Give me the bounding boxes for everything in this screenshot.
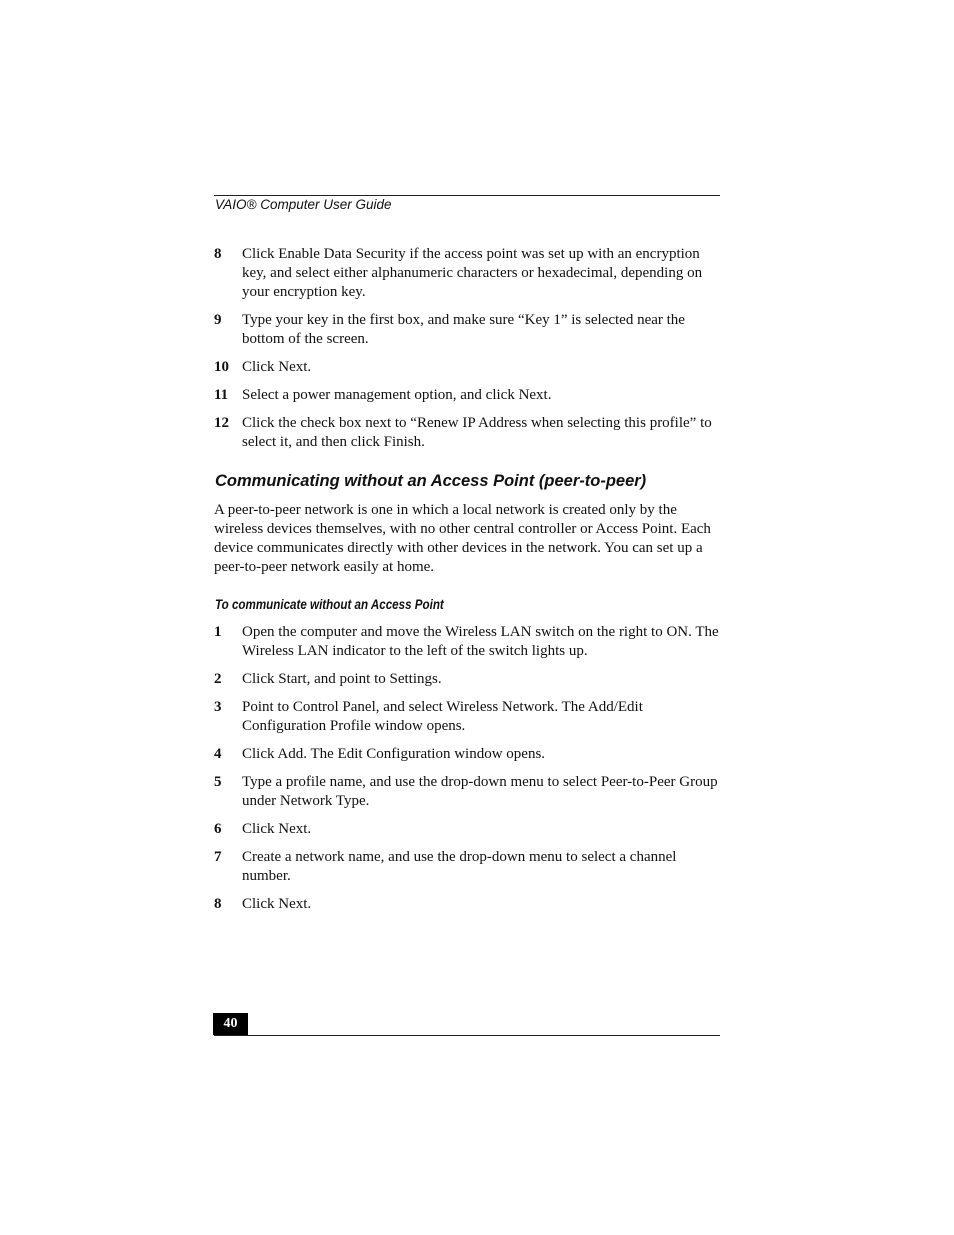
step-text: Select a power management option, and click Next. [242,387,552,403]
step-number: 1 [214,624,222,640]
step-number: 5 [214,774,222,790]
list-item [214,414,720,452]
step-text: Click Next. [242,359,312,375]
step-number: 3 [214,699,222,715]
step-number: 7 [214,849,222,865]
step-text: Type a profile name, and use the drop-down menu to select Peer-to-Peer Group under Network Type. [242,774,718,809]
step-number: 4 [214,746,222,762]
step-text: Point to Control Panel, and select Wireless Network. The Add/Edit Configuration Profile window opens. [242,699,643,734]
list-item [214,623,720,661]
document-page [214,0,720,1235]
step-number: 11 [214,387,229,403]
list-item [214,698,720,736]
step-text: Click the check box next to “Renew IP Address when selecting this profile” to select it, and then click Finish. [242,415,712,450]
step-text: Click Next. [242,821,312,837]
running-head: VAIO® Computer User Guide [215,197,392,212]
step-number: 6 [214,821,222,837]
header-rule [214,195,720,196]
step-number: 8 [214,246,222,262]
list-item [214,820,720,839]
step-text: Create a network name, and use the drop-down menu to select a channel number. [242,849,677,884]
step-text: Click Next. [242,896,312,912]
page-content [214,245,720,923]
steps-list-bottom [214,623,720,914]
step-number: 12 [214,415,229,431]
step-number: 9 [214,312,222,328]
list-item [214,245,720,302]
section-heading: Communicating without an Access Point (peer-to-peer) [215,472,647,490]
step-number: 8 [214,896,222,912]
step-text: Open the computer and move the Wireless LAN switch on the right to ON. The Wireless LAN indicator to the left of the switch lights up. [242,624,719,659]
list-item [214,848,720,886]
step-text: Click Start, and point to Settings. [242,671,442,687]
step-number: 10 [214,359,229,375]
list-item [214,386,720,405]
step-text: Type your key in the first box, and make sure “Key 1” is selected near the bottom of the screen. [242,312,685,347]
page-number: 40 [213,1013,248,1035]
list-item [214,895,720,914]
section-paragraph: A peer-to-peer network is one in which a local network is created only by the wireless devices themselves, with no other central controller or Access Point. Each device communicates directly with other devices in the network. You can set up a peer-to-peer network easily at home. [214,502,711,575]
list-item [214,670,720,689]
step-text: Click Add. The Edit Configuration window opens. [242,746,546,762]
step-text: Click Enable Data Security if the access point was set up with an encryption key, and select either alphanumeric characters or hexadecimal, depending on your encryption key. [242,246,703,300]
list-item [214,745,720,764]
procedure-heading: To communicate without an Access Point [215,597,444,612]
steps-list-top [214,245,720,452]
list-item [214,311,720,349]
step-number: 2 [214,671,222,687]
footer-rule [214,1035,720,1036]
list-item [214,358,720,377]
list-item [214,773,720,811]
